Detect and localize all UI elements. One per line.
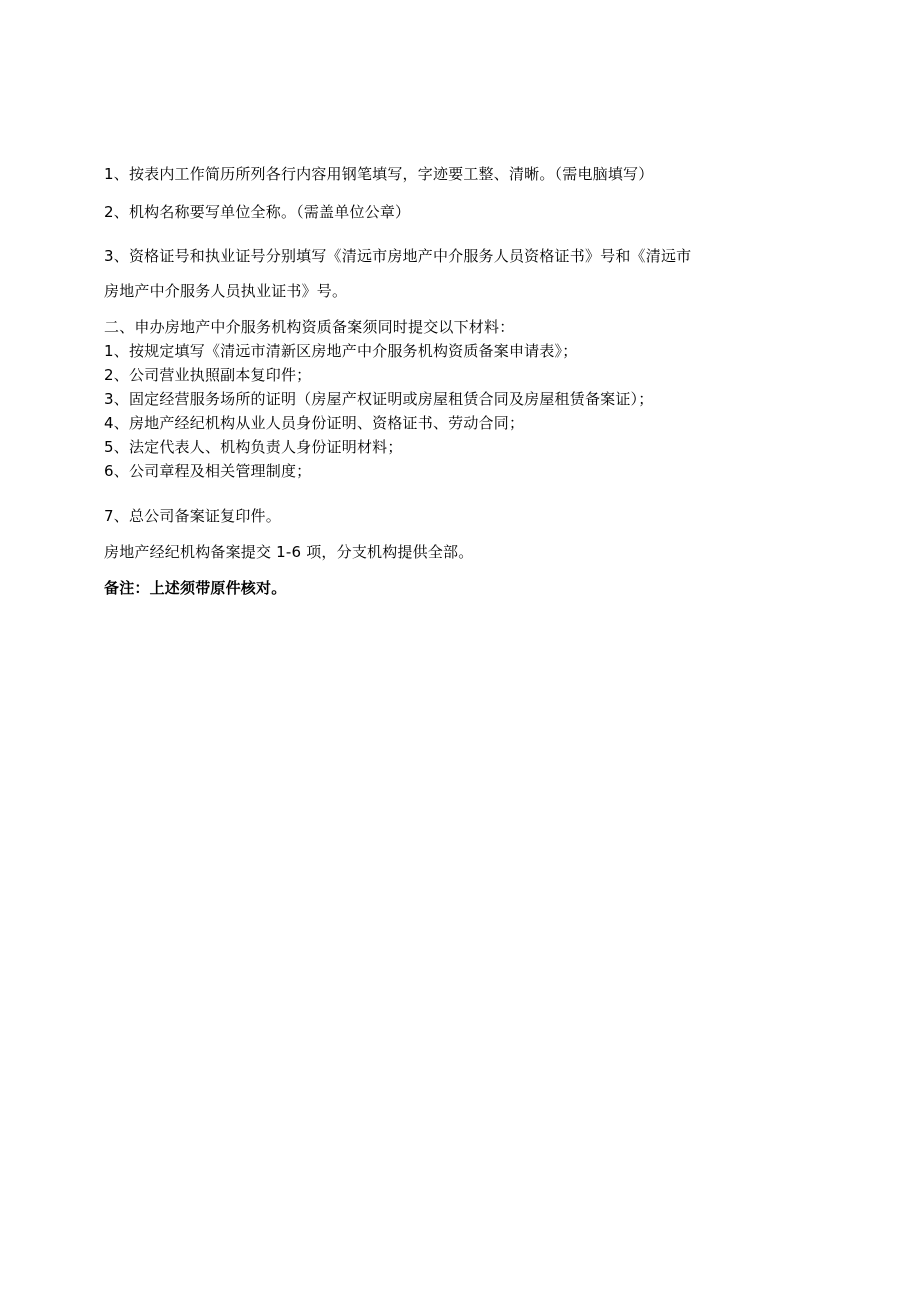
instruction-1: 1、按表内工作简历所列各行内容用钢笔填写，字迹要工整、清晰。（需电脑填写） [104,165,654,183]
material-item-6: 6、公司章程及相关管理制度； [104,462,312,480]
summary-text: 房地产经纪机构备案提交 1-6 项，分支机构提供全部。 [104,543,474,561]
material-item-1: 1、按规定填写《清远市清新区房地产中介服务机构资质备案申请表》； [104,342,578,360]
instruction-3-line-2: 房地产中介服务人员执业证书》号。 [104,282,348,300]
material-item-7: 7、总公司备案证复印件。 [104,507,281,525]
remark-text: 备注：上述须带原件核对。 [104,579,287,597]
instruction-2: 2、机构名称要写单位全称。（需盖单位公章） [104,203,411,221]
material-item-5: 5、法定代表人、机构负责人身份证明材料； [104,438,403,456]
material-item-2: 2、公司营业执照副本复印件； [104,366,312,384]
material-item-4: 4、房地产经纪机构从业人员身份证明、资格证书、劳动合同； [104,414,525,432]
instruction-3-line-1: 3、资格证号和执业证号分别填写《清远市房地产中介服务人员资格证书》号和《清远市 [104,247,692,265]
material-item-3: 3、固定经营服务场所的证明（房屋产权证明或房屋租赁合同及房屋租赁备案证）； [104,390,654,408]
section-two-heading: 二、申办房地产中介服务机构资质备案须同时提交以下材料： [104,318,515,336]
